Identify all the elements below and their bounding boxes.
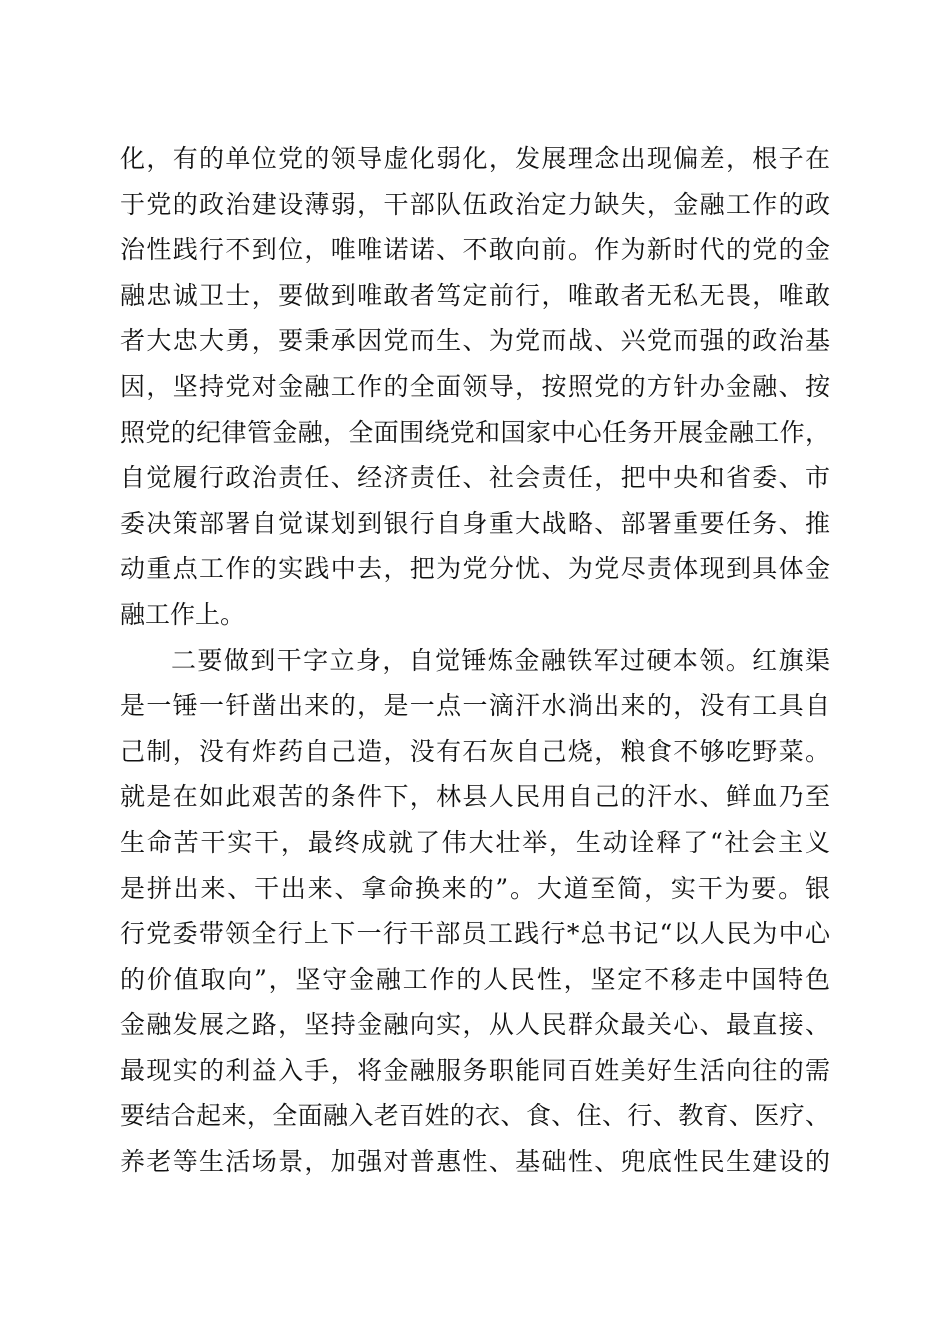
- text-line: 于党的政治建设薄弱，干部队伍政治定力缺失，金融工作的政: [120, 189, 830, 219]
- text-line: 委决策部署自觉谋划到银行自身重大战略、部署重要任务、推: [120, 508, 830, 538]
- text-line: 自觉履行政治责任、经济责任、社会责任，把中央和省委、市: [120, 463, 830, 493]
- text-line: 照党的纪律管金融，全面围绕党和国家中心任务开展金融工作，: [120, 417, 830, 447]
- document-body: [120, 136, 830, 1185]
- paragraph-1: [120, 136, 830, 638]
- text-line: 二要做到干字立身，自觉锤炼金融铁军过硬本领。红旗渠: [171, 645, 830, 675]
- text-line: 金融发展之路，坚持金融向实，从人民群众最关心、最直接、: [120, 1010, 830, 1040]
- text-line: 养老等生活场景，加强对普惠性、基础性、兜底性民生建设的: [120, 1147, 830, 1177]
- text-line: 要结合起来，全面融入老百姓的衣、食、住、行、教育、医疗、: [120, 1101, 830, 1131]
- text-line: 化，有的单位党的领导虚化弱化，发展理念出现偏差，根子在: [120, 144, 830, 173]
- text-line: 因，坚持党对金融工作的全面领导，按照党的方针办金融、按: [120, 371, 830, 401]
- paragraph-2: [120, 638, 830, 1185]
- text-line: 者大忠大勇，要秉承因党而生、为党而战、兴党而强的政治基: [120, 326, 830, 356]
- text-line: 己制，没有炸药自己造，没有石灰自己烧，粮食不够吃野菜。: [120, 736, 830, 766]
- text-line: 融工作上。: [120, 599, 246, 629]
- text-line: 治性践行不到位，唯唯诺诺、不敢向前。作为新时代的党的金: [120, 235, 830, 265]
- text-line: 生命苦干实干，最终成就了伟大壮举，生动诠释了“社会主义: [120, 827, 830, 857]
- text-line: 是拼出来、干出来、拿命换来的”。大道至简，实干为要。银: [120, 873, 830, 903]
- text-line: 融忠诚卫士，要做到唯敢者笃定前行，唯敢者无私无畏，唯敢: [120, 280, 830, 310]
- text-line: 动重点工作的实践中去，把为党分忧、为党尽责体现到具体金: [120, 554, 830, 584]
- text-line: 最现实的利益入手，将金融服务职能同百姓美好生活向往的需: [120, 1055, 830, 1085]
- text-line: 就是在如此艰苦的条件下，林县人民用自己的汗水、鲜血乃至: [120, 782, 830, 812]
- text-line: 是一锤一钎凿出来的，是一点一滴汗水淌出来的，没有工具自: [120, 691, 830, 721]
- text-line: 行党委带领全行上下一行干部员工践行*总书记“以人民为中心: [120, 919, 830, 949]
- text-line: 的价值取向”，坚守金融工作的人民性，坚定不移走中国特色: [120, 964, 830, 994]
